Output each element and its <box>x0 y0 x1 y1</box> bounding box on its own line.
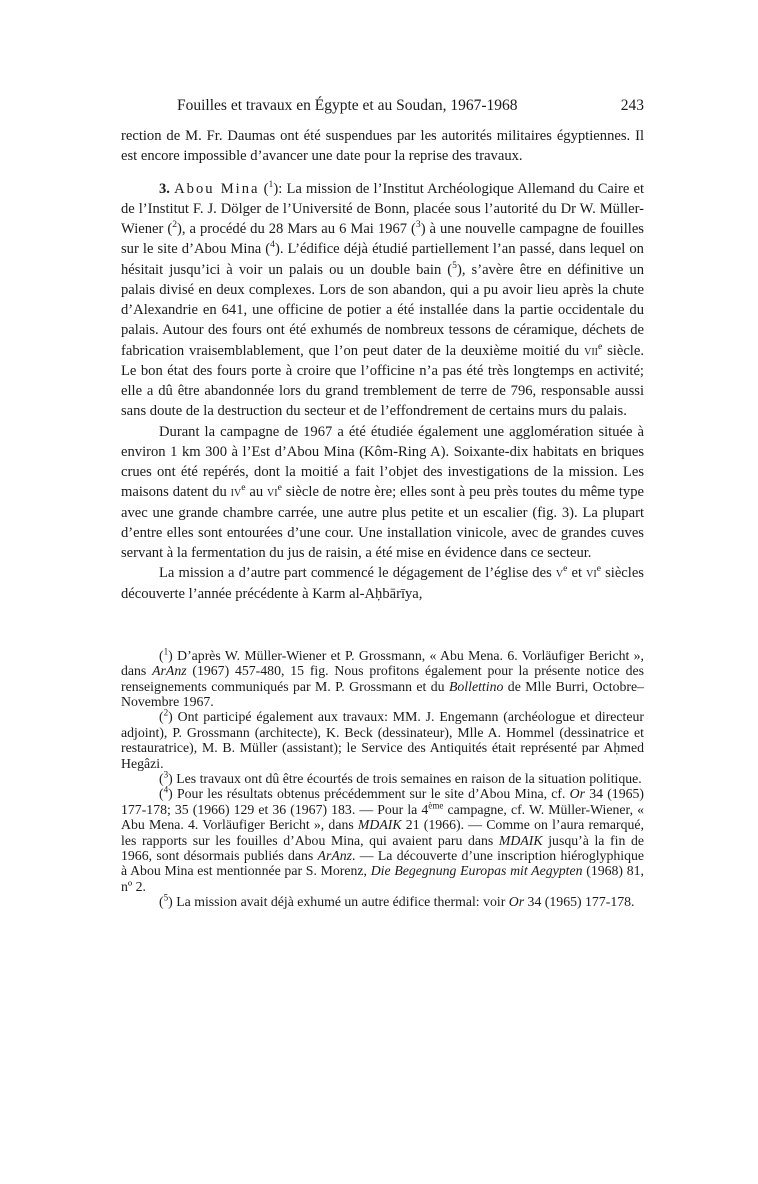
century-numeral: iv <box>230 484 242 501</box>
running-header <box>121 96 644 116</box>
document-page <box>121 96 644 910</box>
footnote-ref: 5 <box>452 259 457 271</box>
century-numeral: vi <box>267 484 278 501</box>
century-numeral: v <box>555 565 564 582</box>
footnote-4: ($^4$) Pour les résultats obtenus précédemment sur le site d’Abou Mina, cf. Or 34 (1965) 177-178; 35 (1966) 129 et 36 (1967) 183. — Pour la 4ème campagne, cf. W. Müller-Wiener, « Abu Mena. 4. Vorläufiger Bericht », dans MDAIK 21 (1966). — Comme on l’aura remarqué, les rapports sur les fouilles d’Abou Mina, qui avaient paru dans MDAIK jusqu’à la fin de 1966, sont désormais publiés dans ArAnz. — La découverte d’une inscription hiéroglyphique à Abou Mina est mentionnée par S. Morenz, Die Begegnung Europas mit Aegypten (1968) 81, nº 2. <box>121 784 645 894</box>
page-number: 243 <box>620 97 644 114</box>
footnote-1: ($^1$) D’après W. Müller-Wiener et P. Grossmann, « Abu Mena. 6. Vorläufiger Bericht », dans ArAnz (1967) 457-480, 15 fig. Nous profitons également pour la présente notice des renseignements communiqués par M. P. Grossmann et du Bollettino de Mlle Burri, Octobre–Novembre 1967. <box>121 646 644 709</box>
footnotes <box>121 648 644 910</box>
century-numeral: vi <box>586 565 597 582</box>
century-numeral: vii <box>584 342 598 359</box>
footnote-ref: 1 <box>268 178 274 190</box>
main-text <box>121 126 644 604</box>
section-title: Abou Mina <box>174 180 260 197</box>
paragraph-abou-mina: 3. Abou Mina ($^1$): La mission de l’Institut Archéologique Allemand du Caire et de l’Institut F. J. Dölger de l’Université de Bonn, placée sous l’autorité du Dr W. Müller-Wiener ($^2$), a procédé du 28 Mars au 6 Mai 1967 ($^3$) à une nouvelle campagne de fouilles sur le site d’Abou Mina ($^4$). L’édifice déjà étudié partiellement l’an passé, dans lequel on hésitait jusqu’ici à voir un palais ou un double bain ($^5$), s’avère être en définitive un palais divisé en deux complexes. Lors de son abandon, qui a pu avoir lieu après la chute d’Alexandrie en 641, une officine de potier a été installée dans la partie occidentale du palais. Autour des fours ont été exhumés de nombreux tessons de céramique, déchets de fabrication vraisemblablement, que l’on peut dater de la deuxième moitié du vii$^e$ siècle. Le bon état des fours porte à croire que l’officine n’a pas été très longtemps en activité; elle a dû être abandonnée lors du grand tremblement de terre de 796, responsable aussi sans doute de la destruction du secteur et de l’effondrement de certains murs du palais. <box>121 178 644 420</box>
running-title: Fouilles et travaux en Égypte et au Soudan, 1967-1968 <box>177 97 518 114</box>
section-number: 3. <box>159 180 175 197</box>
footnote-3: ($^3$) Les travaux ont dû être écourtés de trois semaines en raison de la situation politique. <box>159 769 642 786</box>
paragraph-kom-ring: Durant la campagne de 1967 a été étudiée également une agglomération située à environ 1 km 300 à l’Est d’Abou Mina (Kôm-Ring A). Soixante-dix habitats en briques crues ont été repérés, dont la moitié a fait l’objet des investigations de la mission. Les maisons datent du $iv^e$ au $vi^e$ siècle de notre ère; elles sont à peu près toutes du même type avec une grande chambre carrée, une autre plus petite et un escalier (fig. 3). La plupart d’entre elles sont entourées d’une cour. Une installation vinicole, avec de grandes cuves servant à la fermentation du jus de raisin, a été mise en évidence dans ce secteur. <box>121 423 644 561</box>
footnote-5: ($^5$) La mission avait déjà exhumé un autre édifice thermal: voir Or 34 (1965) 177-178. <box>159 892 635 910</box>
footnote-2: ($^2$) Ont participé également aux travaux: MM. J. Engemann (archéologue et directeur adjoint), P. Grossmann (architecte), K. Beck (dessinateur), Mlle A. Hommel (dessinatrice et restauratrice), M. B. Müller (assistant); le Service des Antiquités était représenté par Aḥmed Hegâzi. <box>121 707 644 771</box>
footnote-ref: 4 <box>270 239 275 251</box>
paragraph: rection de M. Fr. Daumas ont été suspendues par les autorités militaires égyptiennes. Il est encore impossible d’avancer une date pour la reprise des travaux. <box>121 128 644 165</box>
footnote-ref: 3 <box>415 219 421 231</box>
footnote-ref: 2 <box>172 219 178 231</box>
paragraph-church: La mission a d’autre part commencé le dégagement de l’église des $v^e$ et $vi^e$ siècles découverte l’année précédente à Karm al-Aḥbārīya, <box>121 563 644 602</box>
